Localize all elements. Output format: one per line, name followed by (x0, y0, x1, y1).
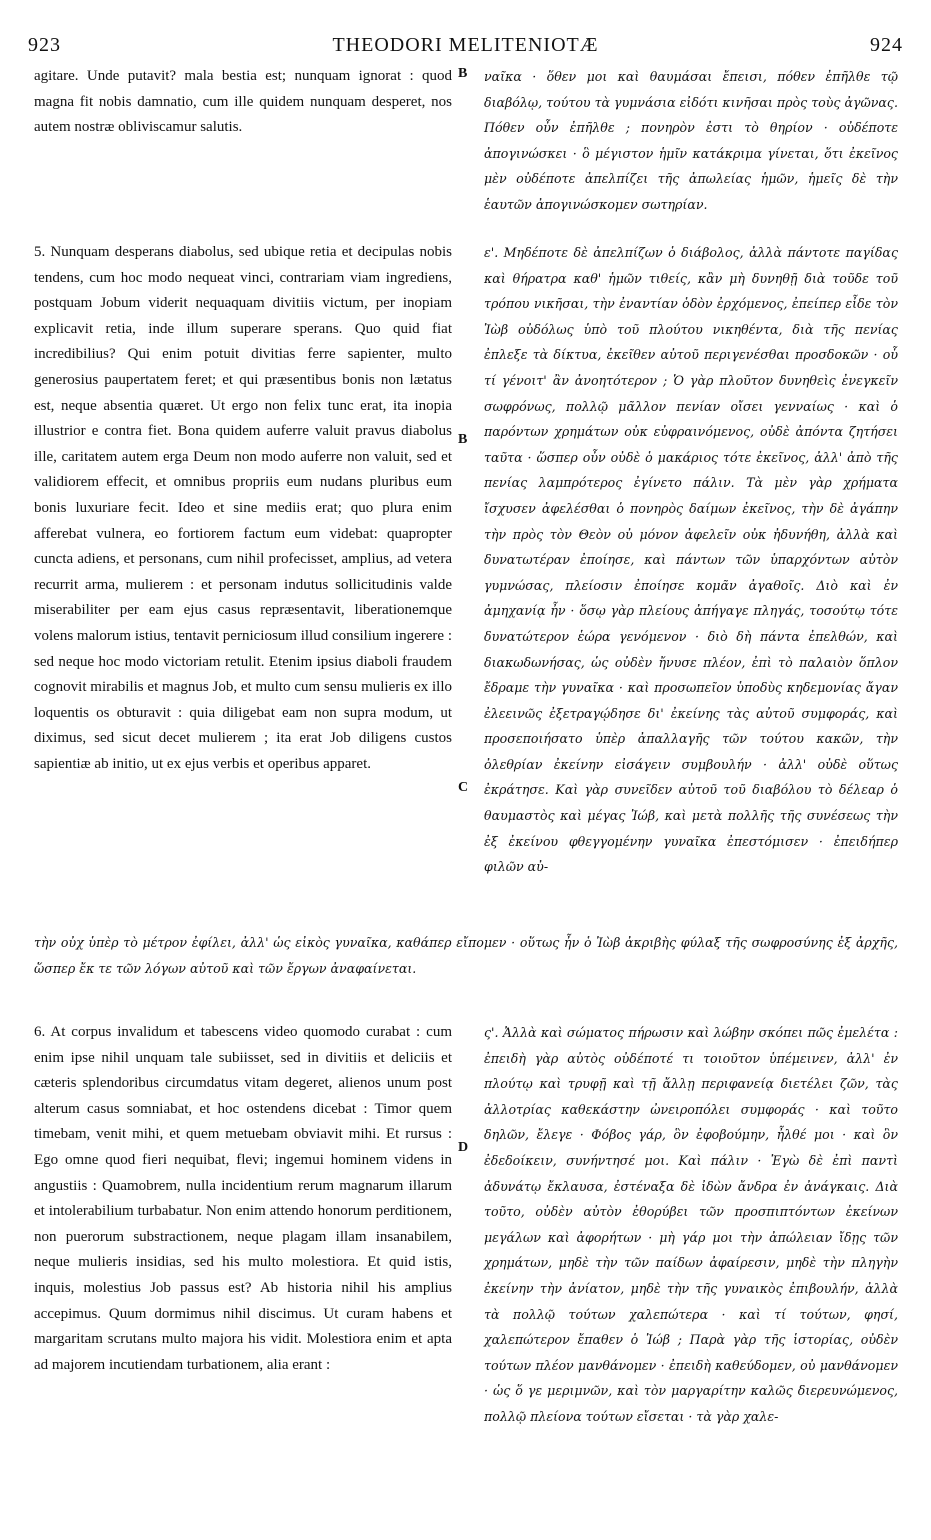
latin-paragraph-1: agitare. Unde putavit? mala bestia est; nunquam ignorat : quod magna fit nobis damnatio, cum ille quidem nunquam desperet, nos autem nostræ obliviscamur salutis. (34, 68, 452, 136)
margin-marker: C (458, 780, 469, 795)
margin-marker: B (458, 66, 468, 81)
margin-marker: B (458, 432, 468, 447)
greek-paragraph-5: ε'. Μηδέποτε δὲ ἀπελπίζων ὁ διάβολος, ἀλλὰ πάντοτε παγίδας καὶ θήρατρα καθ' ἡμῶν τιθείς, κἂν μὴ δυνηθῇ διὰ τοῦδε τοῦ τρόπου νικῆσαι, τὴν ἐναντίαν ὁδὸν ἐρχόμενος, ἐπείπερ εἶδε τὸν Ἰὼβ οὐδόλως ὑπὸ τοῦ πλούτου νικηθέντα, διὰ τῆς πενίας ἐπλεξε τὰ δίκτυα, ἐκεῖθεν αὐτοῦ περιγενέσθαι προσδοκῶν · οὗ τί γένοιτ' ἂν ἀνοητότερον ; Ὁ γὰρ πλοῦτον δυνηθεὶς ἐνεγκεῖν σωφρόνως, πολλῷ μᾶλλον πενίαν οἴσει γενναίως · καὶ ὁ παρόντων χρημάτων οὐκ εὐφραινόμενος, οὐδὲ ἀπόντα ζητήσει ταῦτα · ὥσπερ οὖν οὐδὲ ὁ μακάριος τότε ἐκεῖνος, ἀλλ' ἀπὸ τῆς πενίας λαμπρότερος ἐγίνετο πάλιν. Τὰ μὲν γὰρ χρήματα ἴσχυσεν ἀφελέσθαι ὁ πονηρὸς δαίμων ἐκεῖνος, τὴν δὲ ἀγάπην τὴν πρὸς τὸν Θεὸν οὐ μόνον ἀφελεῖν οὐκ ἠδυνήθη, ἀλλὰ καὶ δυνατωτέραν ἐποίησε, καὶ πάντων τῶν ὑπαρχόντων αὐτὸν γυμνώσας, πλείοσιν ἐποίησε κομᾶν ἀγαθοῖς. Διὸ καὶ ἐν ἀμηχανίᾳ ἦν · ὅσῳ γὰρ πλείους ἀπήγαγε πληγάς, τοσούτῳ τότε δυνατώτερον ἑώρα γενόμενον · διὸ δὴ πάντα ἐπελθών, καὶ διακωδωνήσας, ὡς οὐδὲν ἤνυσε πλέον, ἐπὶ τὸ παλαιὸν ὅπλον ἔδραμε τὴν γυναῖκα · καὶ προσωπεῖον ὑποδὺς κηδεμονίας ἄγαν ἐλεεινῶς ἐξετραγῴδησε δι' ἐκείνης τὰς αὐτοῦ συμφοράς, καὶ προσεποιήσατο ὑπὲρ ἀπαλλαγῆς τῶν τούτου κακῶν, τὴν ὀλεθρίαν ἐκείνην εἰσάγειν συμβουλήν · ἀλλ' οὐδὲ οὕτως ἐκράτησε. Καὶ γὰρ συνεῖδεν αὐτοῦ τοῦ διαβόλου τὸ δέλεαρ ὁ θαυμαστὸς καὶ μέγας Ἰώβ, καὶ μετὰ πολλῆς τῆς συνέσεως τὴν ἐξ ἐκείνου φθεγγομένην γυναῖκα ἐπεστόμισεν · ἐπειδήπερ φιλῶν αὐ- (484, 245, 898, 875)
greek-full-width-line: τὴν οὐχ ὑπὲρ τὸ μέτρον ἐφίλει, ἀλλ' ὡς εἰκὸς γυναῖκα, καθάπερ εἴπομεν · οὕτως ἦν ὁ Ἰὼβ ἀκριβὴς φύλαξ τῆς σωφροσύνης ἐξ ἀρχῆς, ὥσπερ ἔκ τε τῶν λόγων αὐτοῦ καὶ τῶν ἔργων ἀναφαίνεται. (34, 935, 898, 976)
latin-paragraph-5: 5. Nunquam desperans diabolus, sed ubique retia et decipulas nobis tendens, cum hoc modo nequeat vinci, contrariam viam ingrediens, postquam Jobum viderit nequaquam divitiis victum, per inopiam explicavit retia, inde illum superare sperans. Quo quid fiat incredibilius? Qui enim potuit divitias ferre sapienter, multo generosius paupertatem feret; et qui præsentibus bonis non lætatus est, neque absentia quæret. Ut ergo non felix tunc erat, ita inopia illustrior e contra fiet. Bona quidem auferre valuit pravus diabolus ille, caritatem autem erga Deum non modo auferre non valuit, sed et validiorem effecit, et omnibus propriis eum nudans pluribus eum bonis luxuriare fecit. Ideo et sine mediis erat; quo plura enim afferebat vulnera, eo fortiorem factum eum videbat: quapropter cuncta adiens, et personans, cum nihil profecisset, amplius, ad vetera recurrit arma, mulierem : et personam indutus sollicitudinis valde miserabiliter per eam ejus casus repræsentavit, liberationemque volens malorum istius, tentavit perniciosum illud consilium ingerere : sed neque hoc modo victoriam retulit. Etenim ipsius diaboli fraudem cognovit mirabilis et magnus Job, et multo cum sensu mulieris ex illo loquentis os obturavit : quia diligebat eam non supra modum, ut diximus, sed sicut decet mulierem ; ita erat Job diligens custos sapientiæ ab initio, ut ex ejus verbis et operibus apparet. (34, 244, 452, 772)
latin-paragraph-6: 6. At corpus invalidum et tabescens video quomodo curabat : cum enim ipse nihil unquam tale subiisset, sed in divitiis et deliciis et cæteris splendoribus circumdatus vitam degeret, alienos unum post alterum casus somniabat, et hoc ostendens dicebat : Timor quem timebam, venit mihi, et quem metuebam obviavit mihi. Et rursus : Ego omne quod fieri nequibat, flevi; ingemui hominem videns in angustiis : Quamobrem, nulla incidentium rerum magnarum illarum et intolerabilium turbabatur. Non enim attendo honorum perditionem, non puerorum substractionem, neque plagam illam insanabilem, neque mulieris insidias, sed his multo molestiora. Et quid istis, inquis, molestius Job passus est? Ab historia nihil his amplius accepimus. Quum dormimus nihil discimus. Ut curam habens et margaritam scrutans multo majora his vidit. Molestiora enim et apta ad majorem incutiendam turbationem, alia erant : (34, 1024, 452, 1373)
greek-paragraph-1: ναῖκα · ὅθεν μοι καὶ θαυμάσαι ἔπεισι, πόθεν ἐπῆλθε τῷ διαβόλῳ, τούτου τὰ γυμνάσια εἰδότι κινῆσαι πρὸς τοὺς ἀγῶνας. Πόθεν οὖν ἐπῆλθε ; πονηρὸν ἐστι τὸ θηρίον · οὐδέποτε ἀπογινώσκει · ὃ μέγιστον ἡμῖν κατάκριμα γίνεται, ὅτι ἐκεῖνος μὲν οὐδέποτε ἀπελπίζει τῆς ἀπωλείας ἡμῶν, ἡμεῖς δὲ τὴν ἑαυτῶν ἀπογινώσκομεν σωτηρίαν. (484, 69, 898, 212)
margin-marker: D (458, 1140, 469, 1155)
page-header (28, 34, 903, 58)
running-title: THEODORI MELITENIOTÆ (332, 34, 599, 56)
greek-paragraph-6: ς'. Ἀλλὰ καὶ σώματος πήρωσιν καὶ λώβην σκόπει πῶς ἐμελέτα : ἐπειδὴ γὰρ αὐτὸς οὐδέποτέ τι τοιοῦτον ὑπέμεινεν, ἀλλ' ἐν πλούτῳ καὶ τρυφῇ καὶ τῇ ἄλλῃ περιφανείᾳ διετέλει ζῶν, τὰς ἀλλοτρίας καθεκάστην ὠνειροπόλει συμφοράς · καὶ τοῦτο δηλῶν, ἔλεγε · Φόβος γάρ, ὃν ἐφοβούμην, ἦλθέ μοι · καὶ ὃν ἐδεδοίκειν, συνήντησέ μοι. Καὶ πάλιν · Ἐγὼ δὲ ἐπὶ παντὶ ἀδυνάτῳ ἔκλαυσα, ἐστέναξα δὲ ἰδὼν ἄνδρα ἐν ἀνάγκαις. Διὰ τοῦτο, οὐδὲν αὐτὸν ἐθορύβει τῶν προσπιπτόντων ἐκείνων μεγάλων καὶ ἀφορήτων · μὴ γάρ μοι τὴν ἀπώλειαν ἴδῃς τῶν χρημάτων, μηδὲ τὴν τῶν παίδων ἀφαίρεσιν, μηδὲ τὴν πληγὴν ἐκείνην τὴν ἀνίατον, μηδὲ τὴν τῆς γυναικὸς ἐπιβουλήν, ἀλλὰ τὰ πολλῷ τούτων χαλεπώτερα · καὶ τί τούτων, φησί, χαλεπώτερον ἔπαθεν ὁ Ἰώβ ; Παρὰ γὰρ τῆς ἱστορίας, οὐδὲν τούτων πλέον μανθάνομεν · ἐπειδὴ καθεύδομεν, οὐ μανθάνομεν · ὡς ὅ γε μεριμνῶν, καὶ τὸν μαργαρίτην καλῶς διερευνώμενος, πολλῷ πλείονα τούτων εἴσεται · τὰ γὰρ χαλε- (484, 1025, 898, 1424)
page-number-left: 923 (28, 34, 61, 56)
page-number-right: 924 (870, 34, 903, 56)
